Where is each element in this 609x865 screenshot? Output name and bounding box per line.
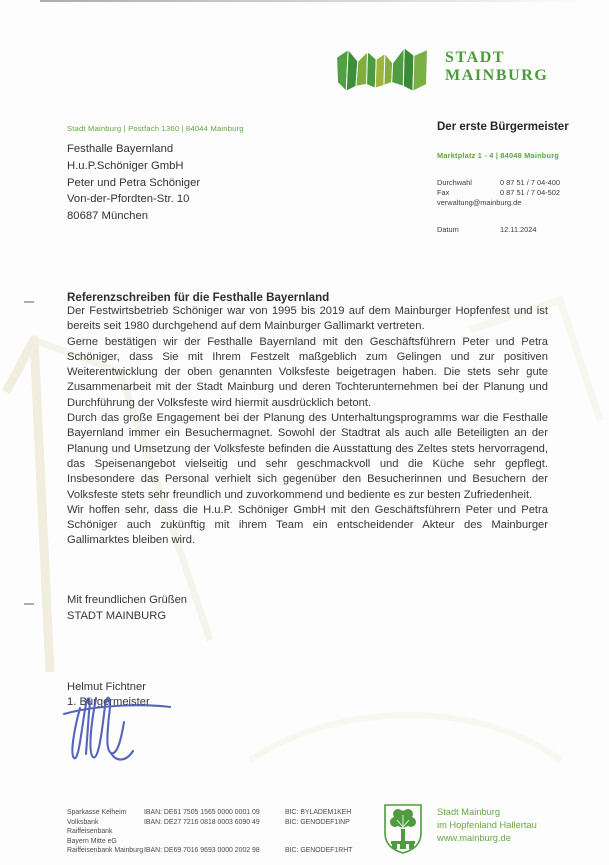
paragraph: Durch das große Engagement bei der Planung des Unterhaltungsprogramms war die Festhalle Bayernland immer ein Besuchermagnet. Sowohl der Stadtrat als auch alle Beteiligten an der Planung und Umsetzung der Volksfeste befinden die Ausstattung des Zeltes stets hervorragend, das Speisenangebot vielseitig und sehr geschmackvoll und die Küche sehr gepflegt. Insbesondere das Personal verhielt sich gegenüber den Besucherinnen und Besuchern der Volksfeste stets sehr freundlich und zuvorkommend und bediente es zur besten Zufriedenheit. [67,412,548,501]
date-row [437,225,587,235]
recipient-line: Von-der-Pfordten-Str. 10 [67,193,190,206]
paragraph: Der Festwirtsbetrieb Schöniger war von 1995 bis 2019 auf dem Mainburger Hopfenfest und ist bereits seit 1980 durchgehend auf dem Mainburger Gallimarkt vertreten. [67,305,548,333]
date-label: Datum [437,225,459,234]
date-value: 12.11.2024 [500,225,537,234]
mainburg-coat-of-arms-icon [382,803,424,855]
office-title: Der erste Bürgermeister [437,121,569,133]
closing-block [67,592,548,624]
phone-value: 0 87 51 / 7 04-400 [500,178,560,187]
header-logo [334,38,548,96]
paragraph: Wir hoffen sehr, dass die H.u.P. Schöniger GmbH mit den Geschäftsführern Peter und Petra Schöniger auch zukünftig mit ihrem Team ein entscheidender Akteur des Mainburger Gallimarktes bleiben wird. [67,503,548,547]
bank-iban [144,837,285,847]
signer-title: 1. Bürgermeister [67,695,150,708]
subject-line: Referenzschreiben für die Festhalle Bayernland [67,291,330,304]
bank-name: Sparkasse Kelheim [67,809,127,816]
closing-greeting: Mit freundlichen Grüßen [67,593,188,606]
footer-city-line: Stadt Mainburg [437,807,501,817]
phone-row [437,178,587,188]
footer-city-line: im Hopfenland Hallertau [437,819,537,830]
office-address-line: Marktplatz 1 - 4 | 84048 Mainburg [437,151,560,160]
paragraph: Gerne bestätigen wir der Festhalle Bayernland mit den Geschäftsführern Peter und Petra Schöniger, dass Sie mit Ihrem Festzelt maßgeblich zum Gelingen und zur positiven Weiterentwicklung der oben genannten Volksfeste beigetragen haben. Die stets sehr gute Zusammenarbeit mit der Stadt Mainburg und deren Tochterunternehmen bei der Planung und Durchführung der Volksfeste wird hiermit ausdrücklich betont. [67,335,548,409]
logo-wordmark-line2: MAINBURG [445,67,549,84]
logo-wordmark-line1: STADT [445,49,506,66]
bank-name: Volksbank Raiffeisenbank [67,818,113,836]
bank-name: Bayern Mitte eG [67,837,117,845]
closing-org: STADT MAINBURG [67,609,167,622]
fax-row [437,188,587,198]
bank-name: Raiffeisenbank Mainburg [67,847,144,855]
footer-website: www.mainburg.de [437,832,511,843]
bank-bic: BIC: BYLADEM1KEH [285,809,352,816]
signer-block [67,680,548,710]
recipient-line: 80687 München [67,210,149,223]
bank-iban: IBAN: DE61 7505 1565 0000 0001 09 [144,809,260,816]
email-address: verwaltung@mainburg.de [437,198,522,207]
phone-label: Durchwahl [437,178,472,187]
letter-body [67,291,548,710]
bank-iban: IBAN: DE27 7216 0818 0003 6090 49 [144,818,260,826]
bank-bic [285,837,352,847]
fold-mark [24,603,34,605]
fax-value: 0 87 51 / 7 04-502 [500,188,560,197]
recipient-line: Festhalle Bayernland [67,143,174,155]
recipient-line: H.u.P.Schöniger GmbH [67,159,184,172]
fax-label: Fax [437,188,450,197]
contact-info-block [437,151,587,235]
bank-details-table [67,808,352,856]
bank-bic: BIC: GENODEF1RHT [285,847,353,855]
fold-mark [24,301,34,303]
return-address-line: Stadt Mainburg | Postfach 1360 | 84044 Mainburg [67,124,244,133]
footer-city-lines [437,803,537,844]
recipient-line: Peter und Petra Schöniger [67,176,201,189]
scan-edge-artifact [40,0,580,2]
footer-city-block [382,803,537,855]
bank-bic: BIC: GENODEF1INP [285,818,350,826]
recipient-address-block [67,141,200,225]
stadt-mainburg-ribbon-icon [334,38,432,96]
logo-wordmark [445,49,548,85]
signer-name: Helmut Fichtner [67,680,146,693]
bank-iban: IBAN: DE69 7016 9693 0000 2002 98 [144,847,260,855]
